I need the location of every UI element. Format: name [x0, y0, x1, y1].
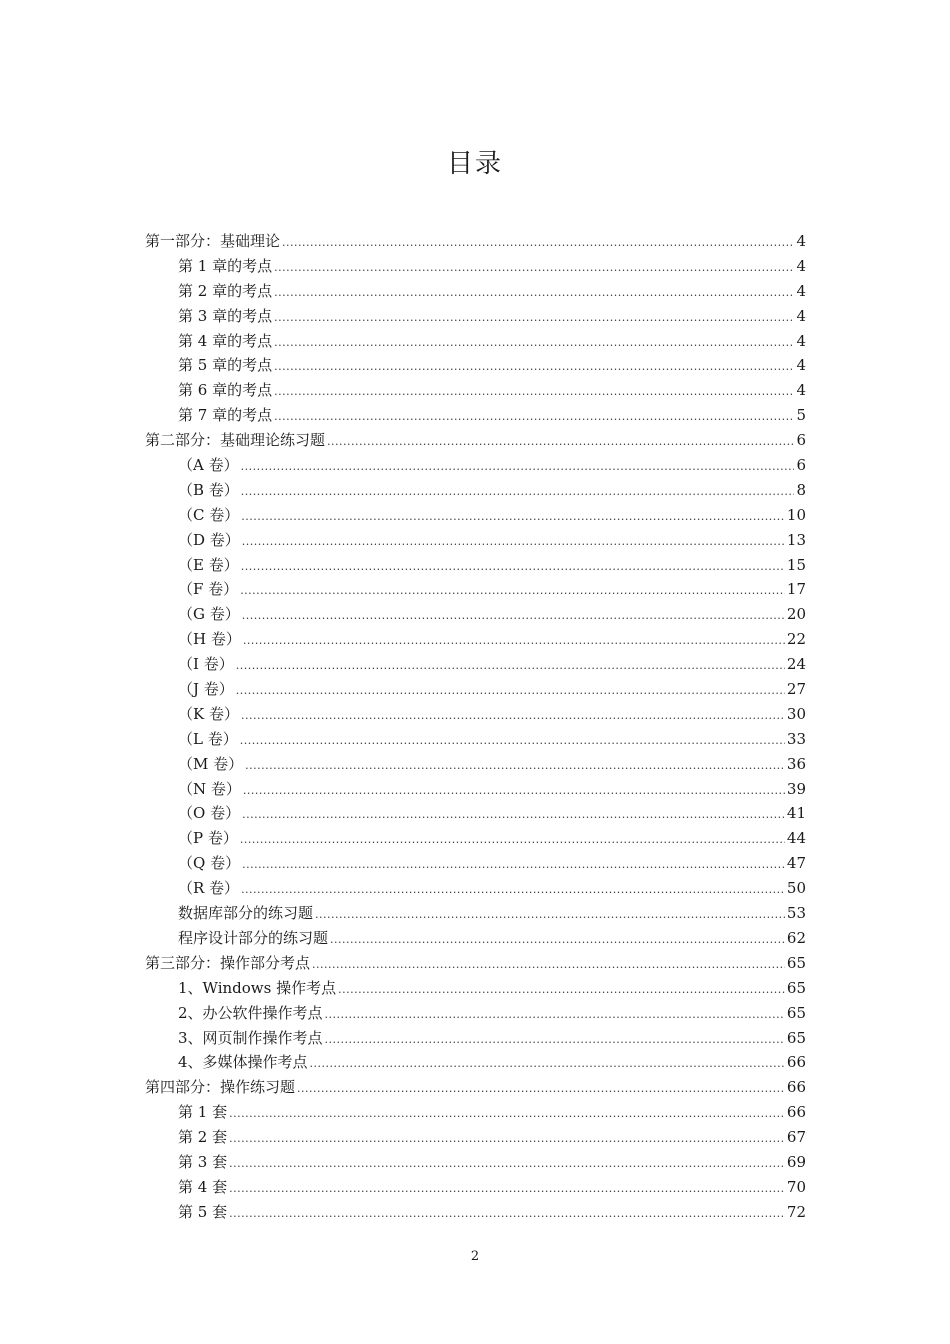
toc-entry-page: 33: [786, 729, 806, 748]
toc-subsection-entry[interactable]: [145, 1125, 806, 1150]
toc-leader-dots: [229, 1177, 785, 1202]
toc-leader-dots: [274, 281, 794, 306]
toc-entry-label: （H 卷）: [178, 630, 241, 649]
toc-subsection-entry[interactable]: [145, 478, 806, 503]
toc-leader-dots: [330, 928, 785, 953]
toc-entry-label: 3、网页制作操作考点: [178, 1028, 323, 1047]
toc-subsection-entry[interactable]: [145, 403, 806, 428]
toc-entry-page: 69: [786, 1152, 806, 1171]
toc-entry-label: （L 卷）: [178, 729, 238, 748]
toc-subsection-entry[interactable]: [145, 801, 806, 826]
toc-entry-page: 17: [786, 580, 806, 599]
toc-entry-label: 第 5 套: [178, 1202, 228, 1221]
toc-entry-page: 65: [786, 1003, 806, 1022]
toc-entry-label: 第 2 章的考点: [178, 281, 273, 300]
toc-entry-label: （O 卷）: [178, 804, 241, 823]
toc-entry-page: 30: [786, 704, 806, 723]
toc-leader-dots: [274, 355, 794, 380]
toc-entry-page: 44: [786, 829, 806, 848]
toc-section-entry[interactable]: [145, 1075, 806, 1100]
toc-entry-page: 66: [786, 1078, 806, 1097]
toc-entry-page: 53: [786, 904, 806, 923]
toc-subsection-entry[interactable]: [145, 677, 806, 702]
toc-entry-page: 39: [786, 779, 806, 798]
toc-entry-label: 第四部分：操作练习题: [145, 1078, 296, 1097]
toc-entry-page: 41: [786, 804, 806, 823]
toc-subsection-entry[interactable]: [145, 602, 806, 627]
toc-leader-dots: [243, 779, 785, 804]
toc-subsection-entry[interactable]: [145, 1026, 806, 1051]
toc-subsection-entry[interactable]: [145, 727, 806, 752]
toc-entry-label: 第 3 章的考点: [178, 306, 273, 325]
toc-leader-dots: [282, 231, 794, 256]
toc-entry-page: 6: [796, 431, 806, 450]
toc-entry-label: （Q 卷）: [178, 854, 241, 873]
toc-subsection-entry[interactable]: [145, 1150, 806, 1175]
toc-leader-dots: [241, 505, 785, 530]
toc-entry-label: 第 7 章的考点: [178, 406, 273, 425]
toc-leader-dots: [242, 604, 785, 629]
toc-subsection-entry[interactable]: [145, 702, 806, 727]
toc-subsection-entry[interactable]: [145, 627, 806, 652]
toc-entry-label: （E 卷）: [178, 555, 239, 574]
page-number: 2: [470, 1249, 480, 1264]
toc-leader-dots: [274, 306, 794, 331]
toc-subsection-entry[interactable]: [145, 1175, 806, 1200]
toc-entry-page: 65: [786, 978, 806, 997]
toc-leader-dots: [338, 978, 785, 1003]
toc-subsection-entry[interactable]: [145, 976, 806, 1001]
toc-leader-dots: [229, 1202, 785, 1227]
toc-subsection-entry[interactable]: [145, 553, 806, 578]
toc-entry-label: 第 4 章的考点: [178, 331, 273, 350]
toc-leader-dots: [229, 1102, 785, 1127]
toc-title: 目录: [446, 149, 503, 179]
toc-entry-label: 2、办公软件操作考点: [178, 1003, 323, 1022]
toc-entry-page: 24: [786, 655, 806, 674]
toc-leader-dots: [274, 256, 794, 281]
toc-entry-page: 65: [786, 1028, 806, 1047]
toc-entry-label: 第 1 章的考点: [178, 256, 273, 275]
toc-entry-label: 第 6 章的考点: [178, 381, 273, 400]
toc-subsection-entry[interactable]: [145, 777, 806, 802]
toc-subsection-entry[interactable]: [145, 876, 806, 901]
toc-entry-page: 36: [786, 754, 806, 773]
toc-entry-page: 5: [796, 406, 806, 425]
table-of-contents: [145, 229, 806, 1225]
toc-entry-label: （M 卷）: [178, 754, 244, 773]
toc-subsection-entry[interactable]: [145, 1200, 806, 1225]
toc-leader-dots: [229, 1127, 785, 1152]
toc-subsection-entry[interactable]: [145, 577, 806, 602]
toc-leader-dots: [325, 1003, 785, 1028]
toc-leader-dots: [241, 480, 795, 505]
toc-subsection-entry[interactable]: [145, 503, 806, 528]
toc-leader-dots: [240, 579, 785, 604]
toc-entry-label: 1、Windows 操作考点: [178, 978, 337, 997]
toc-entry-label: 第三部分：操作部分考点: [145, 953, 311, 972]
toc-entry-label: （I 卷）: [178, 655, 234, 674]
toc-entry-label: 4、多媒体操作考点: [178, 1053, 308, 1072]
toc-leader-dots: [240, 729, 785, 754]
toc-subsection-entry[interactable]: [145, 329, 806, 354]
toc-leader-dots: [241, 455, 795, 480]
toc-entry-page: 4: [796, 306, 806, 325]
toc-entry-label: （F 卷）: [178, 580, 239, 599]
toc-entry-page: 22: [786, 630, 806, 649]
toc-entry-label: （N 卷）: [178, 779, 241, 798]
toc-entry-page: 8: [796, 480, 806, 499]
toc-leader-dots: [297, 1077, 785, 1102]
toc-leader-dots: [274, 405, 794, 430]
toc-entry-page: 15: [786, 555, 806, 574]
toc-leader-dots: [236, 654, 785, 679]
toc-entry-page: 67: [786, 1128, 806, 1147]
toc-leader-dots: [241, 878, 785, 903]
toc-leader-dots: [310, 1052, 785, 1077]
toc-leader-dots: [242, 803, 785, 828]
toc-subsection-entry[interactable]: [145, 279, 806, 304]
toc-entry-page: 70: [786, 1177, 806, 1196]
toc-subsection-entry[interactable]: [145, 752, 806, 777]
toc-subsection-entry[interactable]: [145, 851, 806, 876]
toc-entry-label: 程序设计部分的练习题: [178, 928, 329, 947]
toc-entry-label: 第 2 套: [178, 1128, 228, 1147]
toc-subsection-entry[interactable]: [145, 1001, 806, 1026]
toc-entry-label: （G 卷）: [178, 605, 240, 624]
toc-entry-page: 72: [786, 1202, 806, 1221]
toc-subsection-entry[interactable]: [145, 528, 806, 553]
toc-subsection-entry[interactable]: [145, 304, 806, 329]
toc-leader-dots: [241, 555, 785, 580]
toc-leader-dots: [274, 331, 794, 356]
toc-leader-dots: [236, 679, 785, 704]
toc-subsection-entry[interactable]: [145, 453, 806, 478]
toc-entry-label: （K 卷）: [178, 704, 239, 723]
toc-entry-page: 20: [786, 605, 806, 624]
toc-subsection-entry[interactable]: [145, 378, 806, 403]
toc-entry-label: 第一部分：基础理论: [145, 232, 281, 250]
toc-entry-label: 第 1 套: [178, 1103, 228, 1122]
toc-entry-page: 4: [796, 331, 806, 350]
toc-entry-page: 4: [796, 232, 806, 250]
toc-entry-page: 47: [786, 854, 806, 873]
toc-subsection-entry[interactable]: [145, 1050, 806, 1075]
toc-entry-page: 10: [786, 505, 806, 524]
toc-entry-label: （B 卷）: [178, 480, 239, 499]
toc-entry-page: 27: [786, 680, 806, 699]
toc-entry-page: 4: [796, 281, 806, 300]
toc-leader-dots: [242, 530, 785, 555]
toc-subsection-entry[interactable]: [145, 254, 806, 279]
toc-entry-page: 4: [796, 256, 806, 275]
toc-entry-page: 4: [796, 381, 806, 400]
toc-entry-label: 数据库部分的练习题: [178, 904, 314, 923]
toc-subsection-entry[interactable]: [145, 652, 806, 677]
toc-entry-page: 66: [786, 1053, 806, 1072]
toc-leader-dots: [243, 629, 785, 654]
toc-entry-label: （J 卷）: [178, 680, 234, 699]
toc-subsection-entry[interactable]: [145, 826, 806, 851]
toc-entry-page: 4: [796, 356, 806, 375]
toc-subsection-entry[interactable]: [145, 353, 806, 378]
toc-entry-label: （A 卷）: [178, 456, 239, 475]
toc-entry-label: 第 3 套: [178, 1152, 228, 1171]
toc-leader-dots: [242, 853, 785, 878]
toc-entry-label: （C 卷）: [178, 505, 240, 524]
toc-leader-dots: [315, 903, 785, 928]
toc-leader-dots: [240, 828, 785, 853]
toc-leader-dots: [325, 1028, 785, 1053]
toc-leader-dots: [245, 754, 785, 779]
toc-section-entry[interactable]: [145, 428, 806, 453]
toc-section-entry[interactable]: [145, 951, 806, 976]
toc-entry-page: 62: [786, 928, 806, 947]
toc-entry-label: 第 5 章的考点: [178, 356, 273, 375]
toc-entry-label: （P 卷）: [178, 829, 238, 848]
toc-entry-page: 13: [786, 530, 806, 549]
toc-entry-label: 第二部分：基础理论练习题: [145, 431, 326, 450]
toc-leader-dots: [312, 953, 785, 978]
toc-leader-dots: [274, 380, 794, 405]
toc-entry-label: （R 卷）: [178, 879, 240, 898]
toc-section-entry[interactable]: [145, 229, 806, 254]
toc-subsection-entry[interactable]: [145, 1100, 806, 1125]
toc-entry-label: （D 卷）: [178, 530, 240, 549]
toc-subsection-entry[interactable]: [145, 901, 806, 926]
toc-leader-dots: [241, 704, 785, 729]
toc-entry-page: 50: [786, 879, 806, 898]
toc-leader-dots: [327, 430, 794, 455]
toc-leader-dots: [229, 1152, 785, 1177]
toc-entry-label: 第 4 套: [178, 1177, 228, 1196]
toc-subsection-entry[interactable]: [145, 926, 806, 951]
toc-entry-page: 65: [786, 953, 806, 972]
toc-entry-page: 66: [786, 1103, 806, 1122]
toc-entry-page: 6: [796, 456, 806, 475]
